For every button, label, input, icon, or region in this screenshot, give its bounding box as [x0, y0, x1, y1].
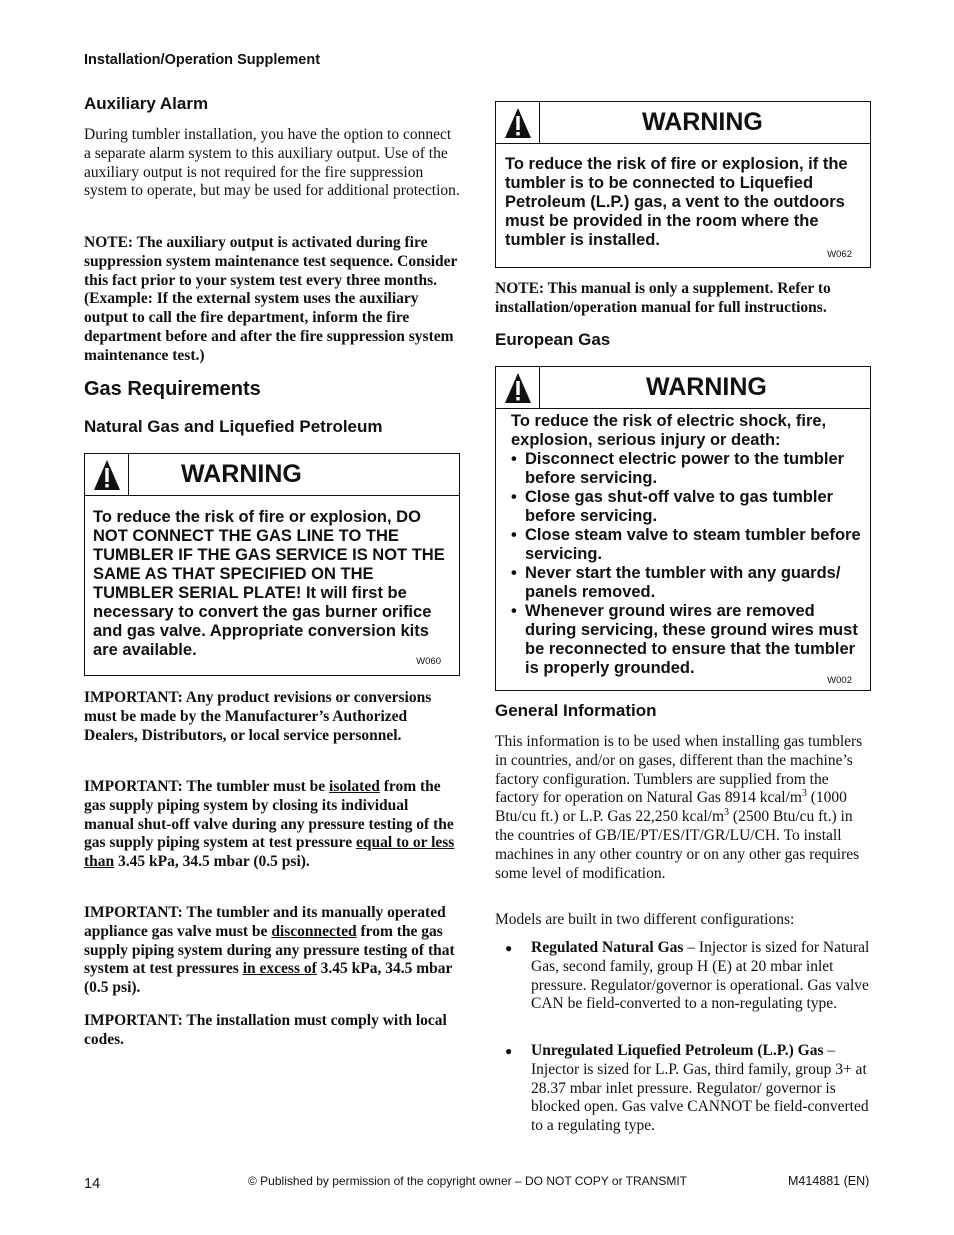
- bullet-dot-icon: •: [511, 526, 517, 544]
- general-information-heading: General Information: [495, 701, 657, 720]
- auxiliary-alarm-paragraph: During tumbler installation, you have the option to connect a separate alarm system to this auxiliary output. Use of the auxiliary output is not required for the fire suppression system to operate, but may be used for additional protection.: [84, 126, 460, 200]
- warning-header: [496, 367, 870, 409]
- config-item-regulated: ● Regulated Natural Gas – Injector is sized for Natural Gas, second family, group H (E) at 20 mbar inlet pressure. Regulator/governor is operational. Gas valve CAN be field-converted to a non-regulating type.: [495, 939, 871, 1014]
- important-isolated: IMPORTANT: The tumbler must be isolated from the gas supply piping system by closing its individual manual shut-off valve during any pressure testing of the gas supply piping system at test pressure equal to or less than 3.45 kPa, 34.5 mbar (0.5 psi).: [84, 778, 455, 871]
- warning-title: WARNING: [646, 373, 767, 401]
- natural-gas-heading: Natural Gas and Liquefied Petroleum: [84, 417, 383, 436]
- important-local-codes: IMPORTANT: The installation must comply with local codes.: [84, 1012, 447, 1048]
- warning-icon-cell: [85, 454, 129, 495]
- bullet-dot-icon: •: [511, 488, 517, 506]
- copyright-notice: © Published by permission of the copyright owner – DO NOT COPY or TRANSMIT: [248, 1174, 688, 1188]
- bullet-dot-icon: •: [511, 602, 517, 620]
- auxiliary-note: NOTE: The auxiliary output is activated during fire suppression system maintenance test sequence. Consider this fact prior to your system test every three months. (Example: If the external system uses the auxiliary output to call the fire department, inform the fire department before and after the fire suppression system maintenance test.): [84, 234, 458, 364]
- warning-bullet: • Disconnect electric power to the tumbler before servicing.: [511, 450, 845, 487]
- warning-code: W062: [827, 249, 852, 260]
- european-gas-heading: European Gas: [495, 330, 611, 349]
- warning-icon-cell: [496, 102, 540, 143]
- page-number: 14: [84, 1176, 101, 1192]
- warning-body: To reduce the risk of fire or explosion, if the tumbler is to be connected to Liquefied Petroleum (L.P.) gas, a vent to the outdoors must be provided in the room where the tumbler is installed.: [505, 155, 848, 249]
- warning-triangle-icon: [504, 107, 532, 139]
- warning-code: W002: [827, 675, 852, 686]
- warning-box-w002: [495, 366, 871, 691]
- warning-body: To reduce the risk of fire or explosion, DO NOT CONNECT THE GAS LINE TO THE TUMBLER IF THE GAS SERVICE IS NOT THE SAME AS THAT SPECIFIED ON THE TUMBLER SERIAL PLATE! It will first be necessary to convert the gas burner orifice and gas valve. Appropriate conversion kits are available.: [93, 508, 445, 659]
- warning-triangle-icon: [504, 372, 532, 404]
- bullet-dot-icon: ●: [505, 1044, 513, 1058]
- warning-title: WARNING: [642, 108, 763, 136]
- models-paragraph: Models are built in two different configurations:: [495, 911, 795, 928]
- warning-code: W060: [416, 656, 441, 667]
- document-code: M414881 (EN): [788, 1174, 870, 1188]
- config-item-unregulated: ● Unregulated Liquefied Petroleum (L.P.) Gas – Injector is sized for L.P. Gas, third family, group 3+ at 28.37 mbar inlet pressure. Regulator/ governor is blocked open. Gas valve CANNOT be field-converted to a regulating type.: [495, 1042, 871, 1136]
- important-revisions: IMPORTANT: Any product revisions or conversions must be made by the Manufacturer’s Authorized Dealers, Distributors, or local service personnel.: [84, 689, 432, 744]
- gas-requirements-heading: Gas Requirements: [84, 378, 261, 400]
- warning-title: WARNING: [181, 460, 302, 488]
- bullet-dot-icon: •: [511, 564, 517, 582]
- important-disconnected: IMPORTANT: The tumbler and its manually operated appliance gas valve must be disconnected from the gas supply piping system during any pressure testing of that system at test pressures in excess of 3.45 kPa, 34.5 mbar (0.5 psi).: [84, 904, 455, 997]
- running-header: Installation/Operation Supplement: [84, 52, 321, 68]
- bullet-dot-icon: ●: [505, 941, 513, 955]
- supplement-note: NOTE: This manual is only a supplement. Refer to installation/operation manual for full instructions.: [495, 280, 831, 316]
- warning-box-w062: [495, 101, 871, 268]
- warning-box-w060: [84, 453, 460, 676]
- bullet-dot-icon: •: [511, 450, 517, 468]
- warning-header: [85, 454, 459, 496]
- warning-intro: To reduce the risk of electric shock, fire, explosion, serious injury or death:: [511, 412, 827, 449]
- warning-triangle-icon: [93, 459, 121, 491]
- general-information-paragraph: This information is to be used when installing gas tumblers in countries, and/or on gases, different than the machine’s factory configuration. Tumblers are supplied from the factory for operation on Natural Gas 8914 kcal/$m^3$ (1000 Btu/cu ft.) or L.P. Gas 22,250 kcal/$m^3$ (2500 Btu/cu ft.) in the countries of GB/IE/PT/ES/IT/GR/LU/CH. To install machines in any other country or on any other gas requires some level of modification.: [495, 733, 863, 882]
- warning-bullet: • Never start the tumbler with any guards/ panels removed.: [511, 564, 841, 601]
- warning-bullet: • Close steam valve to steam tumbler before servicing.: [511, 526, 861, 563]
- auxiliary-alarm-heading: Auxiliary Alarm: [84, 94, 209, 113]
- warning-icon-cell: [496, 367, 540, 408]
- warning-body: [496, 409, 870, 678]
- warning-bullet: • Close gas shut-off valve to gas tumbler before servicing.: [511, 488, 834, 525]
- warning-bullet: • Whenever ground wires are removed during servicing, these ground wires must be reconnected to ensure that the tumbler is properly grounded.: [511, 602, 858, 677]
- warning-header: [496, 102, 870, 144]
